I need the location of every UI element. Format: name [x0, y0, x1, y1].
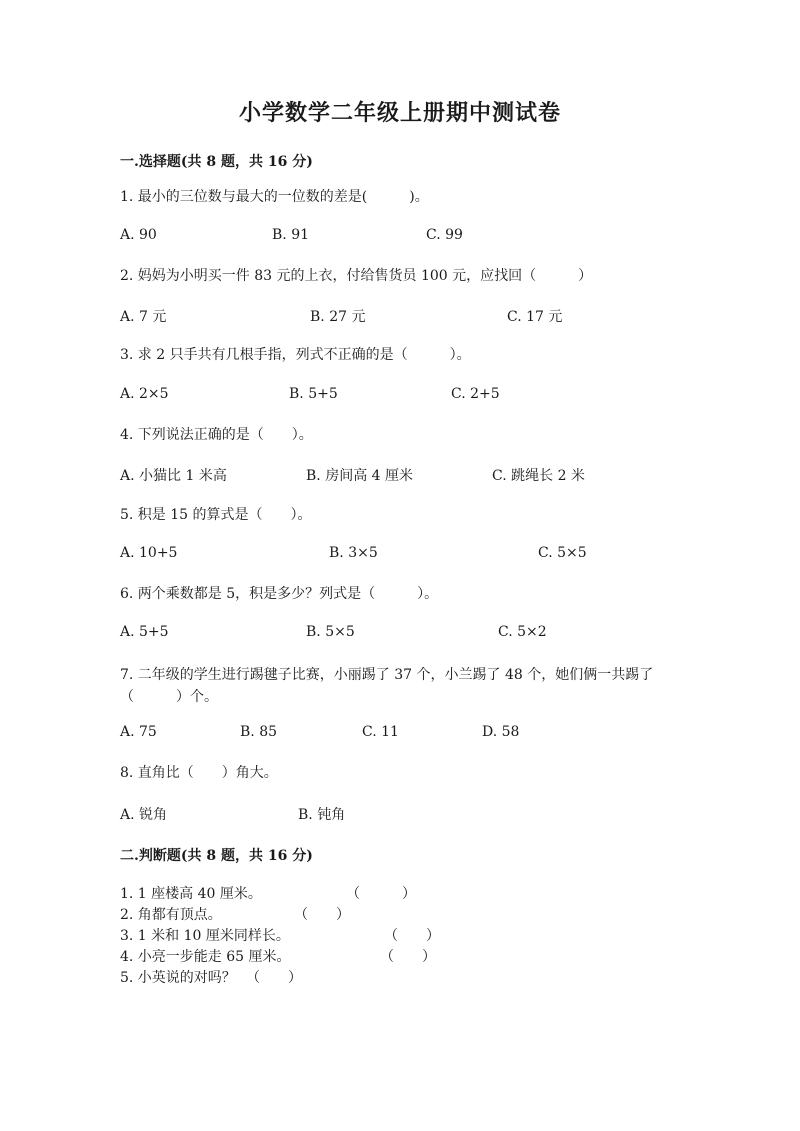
- option-b: B. 85: [240, 724, 278, 740]
- options-q7: [120, 724, 680, 744]
- question-4: 4. 下列说法正确的是（ ）。: [120, 427, 313, 443]
- option-c: C. 2+5: [451, 386, 500, 402]
- answer-blank: （ ）: [246, 970, 302, 986]
- options-q6: [120, 624, 680, 644]
- option-c: C. 17 元: [507, 309, 563, 325]
- judgement-item-2: [120, 904, 680, 924]
- judgement-text: 5. 小英说的对吗？: [120, 970, 236, 986]
- judgement-text: 1. 1 座楼高 40 厘米。: [120, 886, 262, 902]
- judgement-item-5: [120, 967, 680, 987]
- option-a: A. 2×5: [120, 386, 169, 402]
- judgement-text: 4. 小亮一步能走 65 厘米。: [120, 949, 291, 965]
- option-c: C. 跳绳长 2 米: [492, 468, 585, 484]
- options-q3: [120, 386, 680, 406]
- question-3: 3. 求 2 只手共有几根手指，列式不正确的是（ ）。: [120, 347, 471, 363]
- answer-blank: （ ）: [380, 949, 436, 965]
- option-b: B. 91: [272, 227, 310, 243]
- option-b: B. 3×5: [329, 545, 378, 561]
- judgement-item-3: [120, 925, 680, 945]
- section-title-judgement: 二.判断题(共 8 题，共 16 分): [120, 848, 313, 864]
- judgement-item-4: [120, 946, 680, 966]
- option-b: B. 钝角: [298, 807, 346, 823]
- option-c: C. 11: [362, 724, 399, 740]
- options-q8: [120, 804, 680, 824]
- options-q1: [120, 227, 680, 247]
- option-c: C. 5×2: [498, 624, 547, 640]
- option-b: B. 房间高 4 厘米: [306, 468, 413, 484]
- question-7: 7. 二年级的学生进行踢毽子比赛，小丽踢了 37 个，小兰踢了 48 个，她们俩一共踢了（ ）个。: [120, 667, 654, 705]
- option-b: B. 27 元: [310, 309, 366, 325]
- option-a: A. 锐角: [120, 807, 168, 823]
- option-a: A. 10+5: [120, 545, 178, 561]
- option-c: C. 5×5: [538, 545, 587, 561]
- answer-blank: （ ）: [346, 886, 416, 902]
- options-q2: [120, 306, 680, 326]
- option-a: A. 7 元: [120, 309, 167, 325]
- option-a: A. 小猫比 1 米高: [120, 468, 227, 484]
- answer-blank: （ ）: [294, 907, 350, 923]
- question-6: 6. 两个乘数都是 5，积是多少？列式是（ ）。: [120, 586, 439, 602]
- judgement-text: 3. 1 米和 10 厘米同样长。: [120, 928, 290, 944]
- question-5: 5. 积是 15 的算式是（ ）。: [120, 507, 312, 523]
- options-q5: [120, 545, 680, 565]
- page-title: 小学数学二年级上册期中测试卷: [238, 100, 561, 126]
- option-c: C. 99: [426, 227, 463, 243]
- judgement-item-1: [120, 883, 680, 903]
- section-title-choice: 一.选择题(共 8 题，共 16 分): [120, 154, 313, 170]
- option-a: A. 75: [120, 724, 157, 740]
- options-q4: [120, 465, 680, 485]
- option-d: D. 58: [482, 724, 520, 740]
- option-a: A. 90: [120, 227, 157, 243]
- question-2: 2. 妈妈为小明买一件 83 元的上衣，付给售货员 100 元，应找回（ ）: [120, 268, 593, 284]
- judgement-text: 2. 角都有顶点。: [120, 907, 222, 923]
- question-8: 8. 直角比（ ）角大。: [120, 765, 278, 781]
- option-b: B. 5+5: [289, 386, 338, 402]
- answer-blank: （ ）: [384, 928, 440, 944]
- question-1: 1. 最小的三位数与最大的一位数的差是( )。: [120, 189, 429, 205]
- option-a: A. 5+5: [120, 624, 169, 640]
- option-b: B. 5×5: [306, 624, 355, 640]
